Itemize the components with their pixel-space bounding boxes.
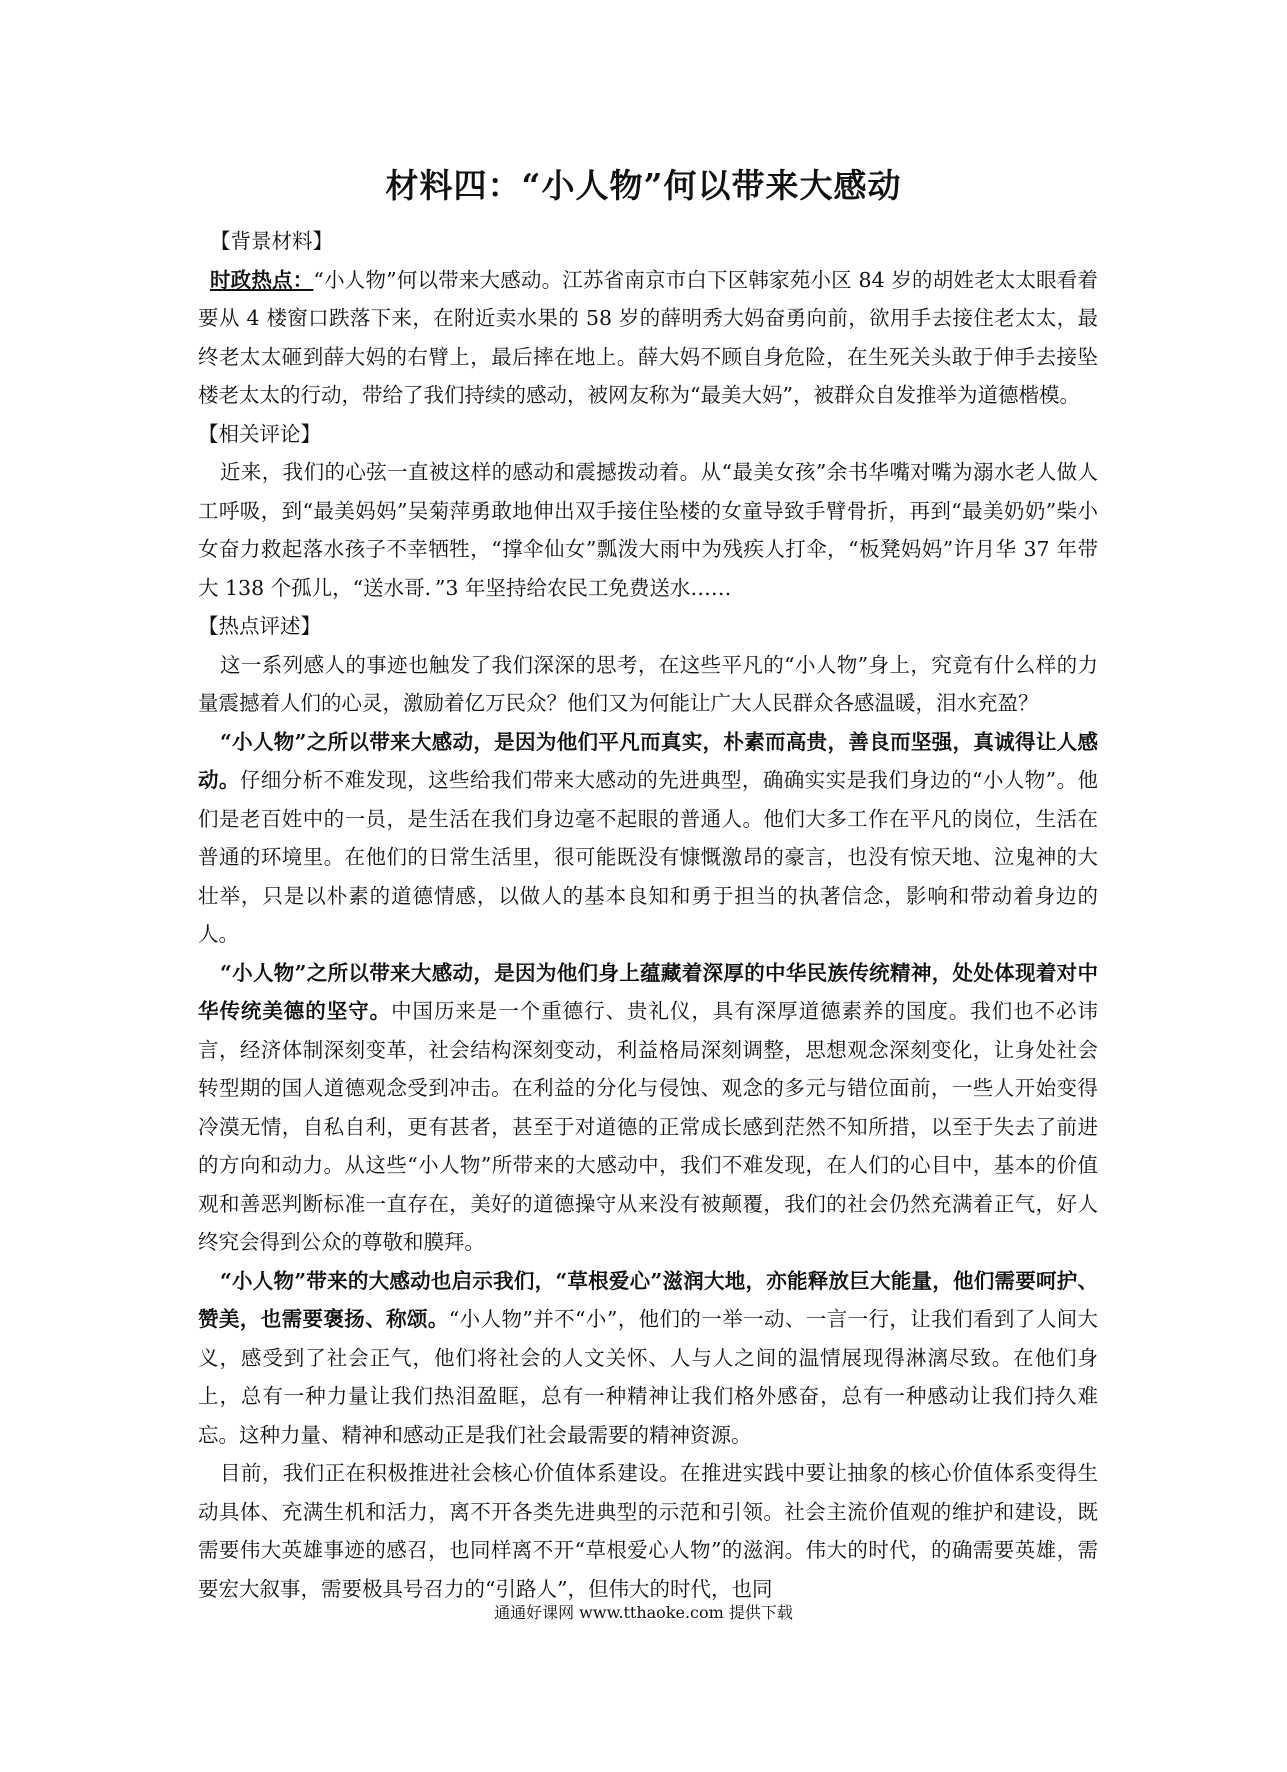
- review-paragraph-4: 目前，我们正在积极推进社会核心价值体系建设。在推进实践中要让抽象的核心价值体系变得生动具体、充满生机和活力，离不开各类先进典型的示范和引领。社会主流价值观的维护和建设，既需要伟大英雄事迹的感召，也同样离不开“草根爱心人物”的滋润。伟大的时代，的确需要英雄，需要宏大叙事，需要极具号召力的“引路人”，但伟大的时代，也同: [198, 1461, 1098, 1601]
- review-paragraph-2: [198, 954, 1098, 1262]
- page-footer: 通通好课网 www.tthaoke.com 提供下载: [494, 1603, 793, 1622]
- hot-topic-label: 时政热点：: [210, 267, 314, 292]
- comment-paragraph: 近来，我们的心弦一直被这样的感动和震撼拨动着。从“最美女孩”余书华嘴对嘴为溺水老人做人工呼吸，到“最美妈妈”吴菊萍勇敢地伸出双手接住坠楼的女童导致手臂骨折，再到“最美奶奶”柴小女奋力救起落水孩子不幸牺牲，“撑伞仙女”瓢泼大雨中为残疾人打伞，“板凳妈妈”许月华 37 年带大 138 个孤儿，“送水哥．”3 年坚持给农民工免费送水……: [198, 460, 1098, 600]
- para3-bold: “小人物”带来的大感动也启示我们，“草根爱心”滋润大地，亦能释放巨大能量，他们需要呵护、赞美，也需要褒扬、称颂。: [198, 1268, 1098, 1331]
- comment-label: 【相关评论】: [198, 421, 321, 446]
- review-paragraph-1: [198, 723, 1098, 954]
- review-label: 【热点评述】: [198, 614, 321, 638]
- para2-bold: “小人物”之所以带来大感动，是因为他们身上蕴藏着深厚的中华民族传统精神，处处体现着对中华传统美德的坚守。: [198, 960, 1098, 1023]
- para2-text: 中国历来是一个重德行、贵礼仪，具有深厚道德素养的国度。我们也不必讳言，经济体制深刻变革，社会结构深刻变动，利益格局深刻调整，思想观念深刻变化，让身处社会转型期的国人道德观念受到冲击。在利益的分化与侵蚀、观念的多元与错位面前，一些人开始变得冷漠无情，自私自利，更有甚者，甚至于对道德的正常成长感到茫然不知所措，以至于失去了前进的方向和动力。从这些“小人物”所带来的大感动中，我们不难发现，在人们的心目中，基本的价值观和善恶判断标准一直存在，美好的道德操守从来没有被颠覆，我们的社会仍然充满着正气，好人终究会得到公众的尊敬和膜拜。: [198, 999, 1098, 1254]
- hot-topic-paragraph: [198, 261, 1098, 415]
- hot-topic-text: “小人物”何以带来大感动。江苏省南京市白下区韩家苑小区 84 岁的胡姓老太太眼看着要从 4 楼窗口跌落下来，在附近卖水果的 58 岁的薛明秀大妈奋勇向前，欲用手去接住老太太，最终老太太砸到薛大妈的右臂上，最后摔在地上。薛大妈不顾自身危险，在生死关头敢于伸手去接坠楼老太太的行动，带给了我们持续的感动，被网友称为“最美大妈”，被群众自发推举为道德楷模。: [198, 267, 1098, 407]
- background-label: 【背景材料】: [210, 229, 333, 253]
- para3-text: “小人物”并不“小”，他们的一举一动、一言一行，让我们看到了人间大义，感受到了社会正气，他们将社会的人文关怀、人与人之间的温情展现得淋漓尽致。在他们身上，总有一种力量让我们热泪盈眶，总有一种精神让我们格外感奋，总有一种感动让我们持久难忘。这种力量、精神和感动正是我们社会最需要的精神资源。: [198, 1307, 1099, 1447]
- page-title: 材料四：“小人物”何以带来大感动: [385, 166, 902, 205]
- review-intro-paragraph: 这一系列感人的事迹也触发了我们深深的思考，在这些平凡的“小人物”身上，究竟有什么样的力量震撼着人们的心灵，激励着亿万民众？他们又为何能让广大人民群众各感温暖，泪水充盈？: [198, 652, 1098, 715]
- para1-bold: “小人物”之所以带来大感动，是因为他们平凡而真实，朴素而高贵，善良而坚强，真诚得让人感动。: [198, 729, 1098, 792]
- para1-text: 仔细分析不难发现，这些给我们带来大感动的先进典型，确确实实是我们身边的“小人物”。他们是老百姓中的一员，是生活在我们身边毫不起眼的普通人。他们大多工作在平凡的岗位，生活在普通的环境里。在他们的日常生活里，很可能既没有慷慨激昂的豪言，也没有惊天地、泣鬼神的大壮举，只是以朴素的道德情感，以做人的基本良知和勇于担当的执著信念，影响和带动着身边的人。: [198, 768, 1098, 946]
- document-body: [198, 222, 1098, 1608]
- review-paragraph-3: [198, 1262, 1098, 1455]
